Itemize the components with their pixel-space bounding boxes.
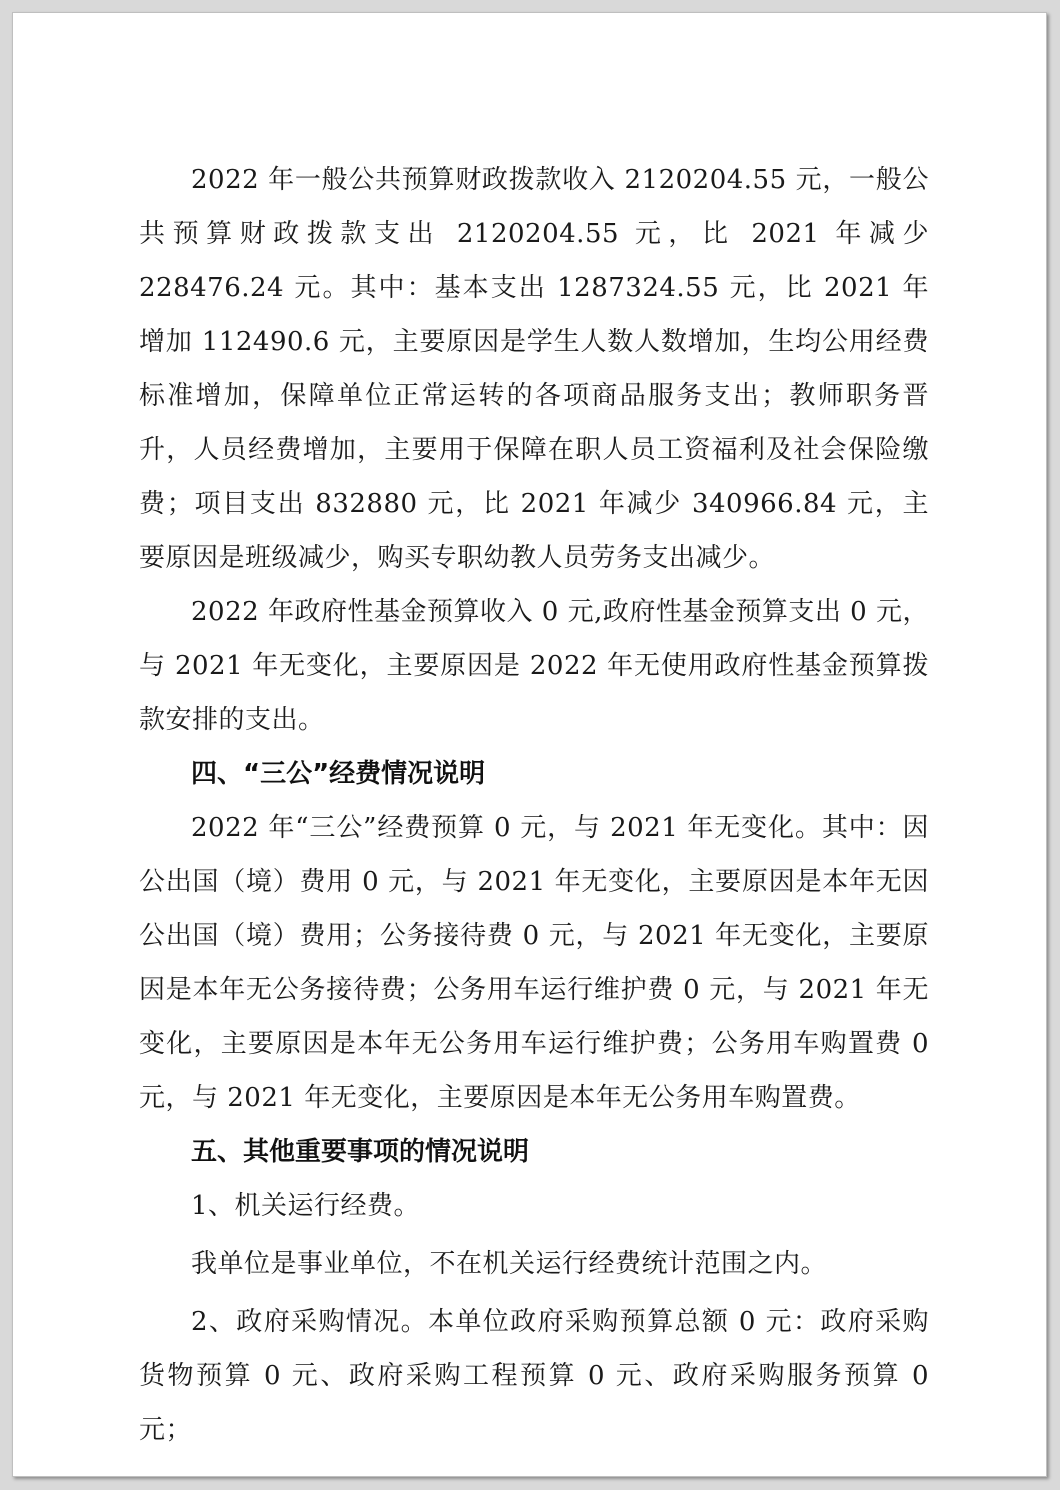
section-four-heading: 四、“三公”经费情况说明 xyxy=(191,759,486,789)
budget-expenditure-paragraph: 2022 年一般公共预算财政拨款收入 2120204.55 元，一般公共预算财政拨款支出 2120204.55 元，比 2021 年减少 228476.24 元。其中：基本支出 1287324.55 元，比 2021 年增加 112490.6 元，主要原因是学生人数人数增加，生均公用经费标准增加，保障单位正常运转的各项商品服务支出；教师职务晋升，人员经费增加，主要用于保障在职人员工资福利及社会保险缴费；项目支出 832880 元，比 2021 年减少 340966.84 元，主要原因是班级减少，购买专职幼教人员劳务支出减少。 xyxy=(139,165,929,573)
document-page xyxy=(12,12,1047,1477)
three-public-expenses-paragraph: 2022 年“三公”经费预算 0 元，与 2021 年无变化。其中：因公出国（境）费用 0 元，与 2021 年无变化，主要原因是本年无因公出国（境）费用；公务接待费 0 元，与 2021 年无变化，主要原因是本年无公务接待费；公务用车运行维护费 0 元，与 2021 年无变化，主要原因是本年无公务用车运行维护费；公务用车购置费 0 元，与 2021 年无变化，主要原因是本年无公务用车购置费。 xyxy=(139,813,929,1113)
item-one-title: 1、机关运行经费。 xyxy=(191,1191,421,1221)
section-five-heading: 五、其他重要事项的情况说明 xyxy=(191,1137,530,1167)
item-one-text: 我单位是事业单位，不在机关运行经费统计范围之内。 xyxy=(191,1249,828,1279)
government-fund-paragraph: 2022 年政府性基金预算收入 0 元,政府性基金预算支出 0 元，与 2021 年无变化，主要原因是 2022 年无使用政府性基金预算拨款安排的支出。 xyxy=(139,597,929,735)
item-two-text: 2、政府采购情况。本单位政府采购预算总额 0 元：政府采购货物预算 0 元、政府采购工程预算 0 元、政府采购服务预算 0 元； xyxy=(139,1307,929,1445)
document-body xyxy=(139,153,929,1457)
